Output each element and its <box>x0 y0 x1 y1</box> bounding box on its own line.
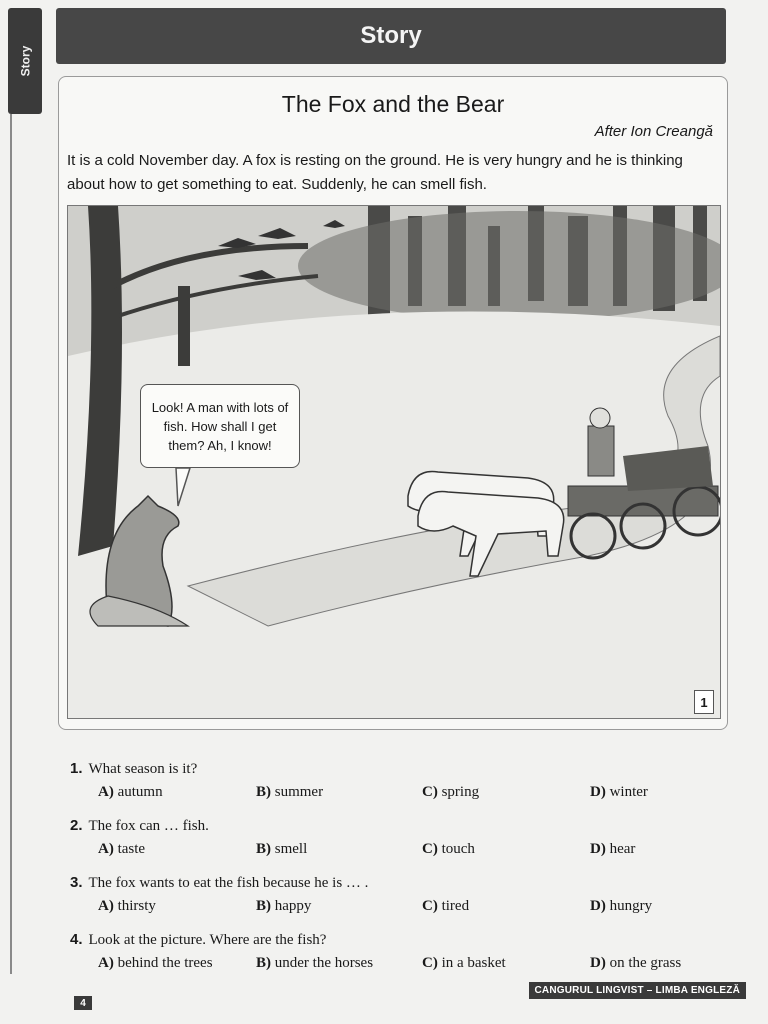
option-b[interactable]: B) under the horses <box>256 955 374 971</box>
question-text: What season is it? <box>88 761 198 777</box>
story-author: After Ion Creangă <box>594 123 713 140</box>
option-b[interactable]: B) smell <box>256 841 308 857</box>
side-divider <box>10 114 12 974</box>
option-a[interactable]: A) thirsty <box>98 898 156 914</box>
side-tab-label: Story <box>18 45 32 77</box>
option-a[interactable]: A) taste <box>98 841 146 857</box>
story-box <box>58 76 728 730</box>
option-d[interactable]: D) hungry <box>590 898 653 914</box>
story-intro: It is a cold November day. A fox is resting on the ground. He is very hungry and he is thinking about how to get something to eat. Suddenly, he can smell fish. <box>67 152 683 193</box>
question-number: 1. <box>70 760 83 777</box>
question-3 <box>70 874 730 931</box>
side-section-tab <box>8 8 42 114</box>
question-text: The fox can … fish. <box>88 818 209 834</box>
question-list <box>70 760 730 988</box>
question-text: Look at the picture. Where are the fish? <box>88 932 327 948</box>
option-c[interactable]: C) tired <box>422 898 470 914</box>
speech-bubble: Look! A man with lots of fish. How shall I get them? Ah, I know! <box>140 384 300 468</box>
option-d[interactable]: D) on the grass <box>590 955 682 971</box>
question-4 <box>70 931 730 988</box>
option-b[interactable]: B) summer <box>256 784 324 800</box>
option-d[interactable]: D) hear <box>590 841 636 857</box>
option-c[interactable]: C) touch <box>422 841 475 857</box>
page-number: 4 <box>74 996 92 1010</box>
question-number: 3. <box>70 874 83 891</box>
question-text: The fox wants to eat the fish because he is … . <box>88 875 369 891</box>
footer-brand: CANGURUL LINGVIST – LIMBA ENGLEZĂ <box>529 982 747 999</box>
option-a[interactable]: A) autumn <box>98 784 163 800</box>
question-2 <box>70 817 730 874</box>
option-c[interactable]: C) in a basket <box>422 955 506 971</box>
picture-number: 1 <box>694 690 714 714</box>
option-b[interactable]: B) happy <box>256 898 312 914</box>
story-illustration <box>67 205 721 719</box>
story-title: The Fox and the Bear <box>281 91 505 117</box>
question-number: 2. <box>70 817 83 834</box>
question-number: 4. <box>70 931 83 948</box>
option-d[interactable]: D) winter <box>590 784 648 800</box>
option-c[interactable]: C) spring <box>422 784 480 800</box>
option-a[interactable]: A) behind the trees <box>98 955 213 971</box>
question-1 <box>70 760 730 817</box>
section-header <box>56 8 726 64</box>
section-title: Story <box>360 22 422 49</box>
